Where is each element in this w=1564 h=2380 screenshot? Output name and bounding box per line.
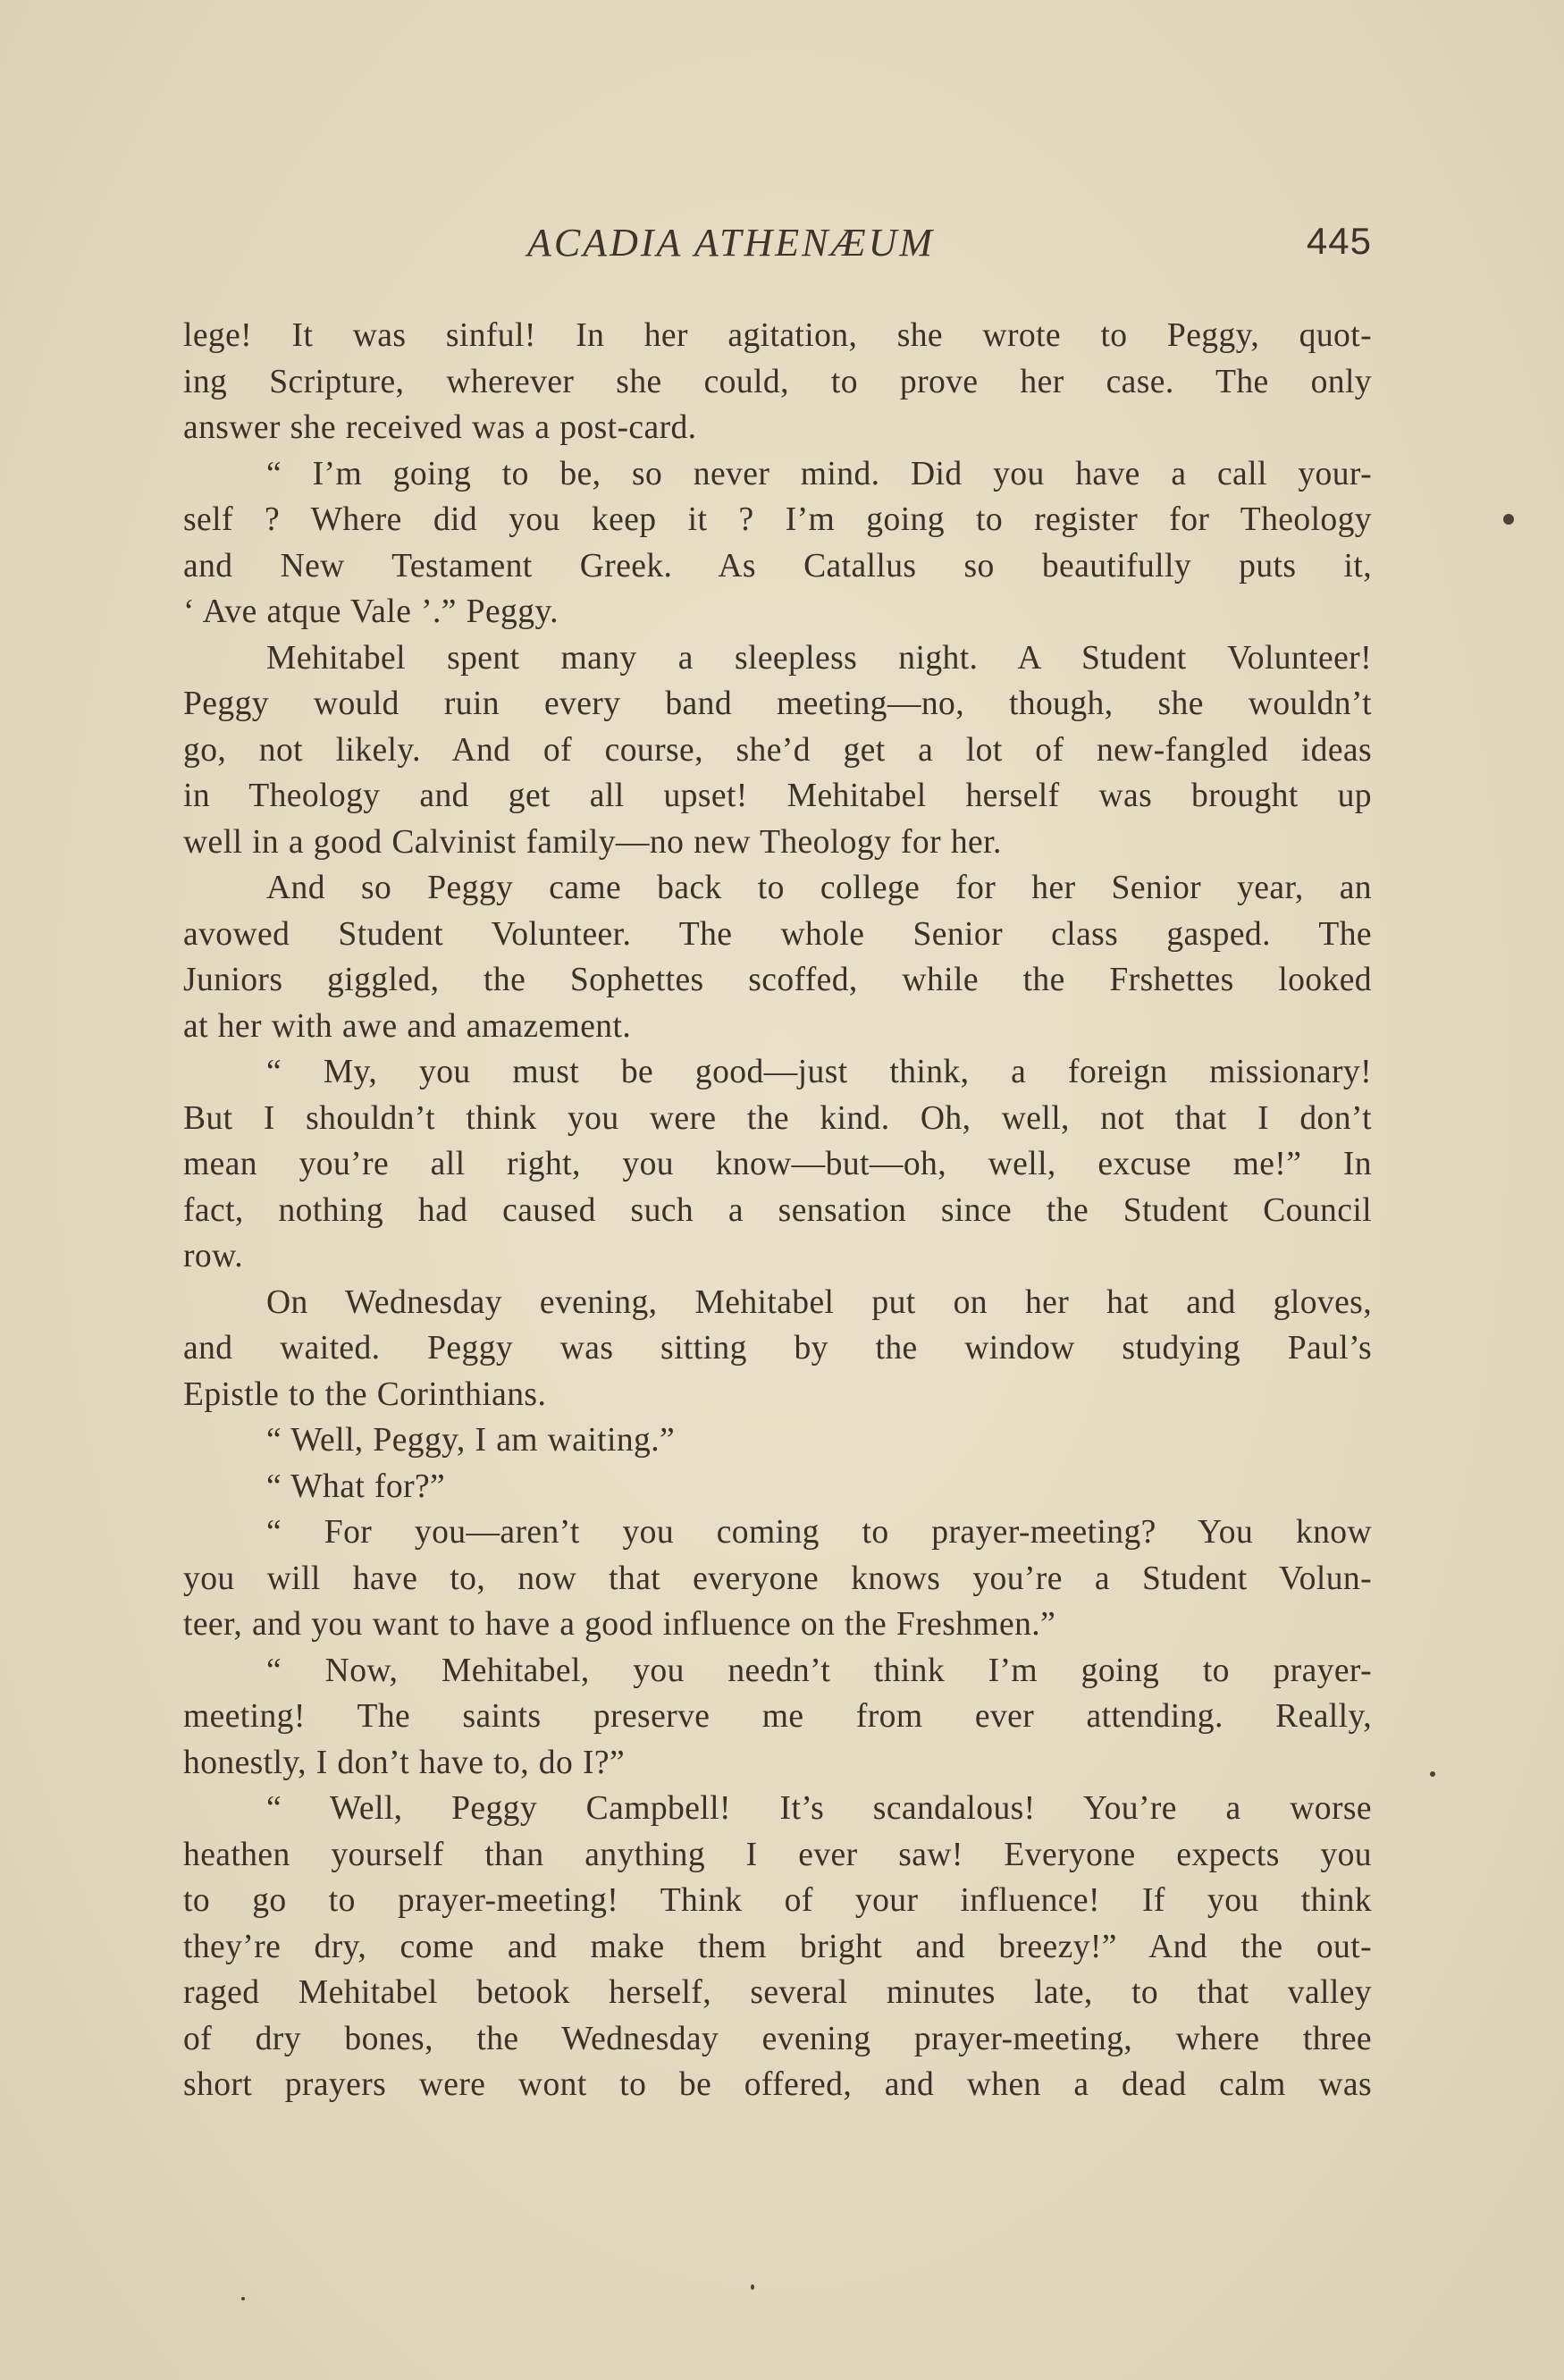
text-line: Peggy would ruin every band meeting—no, though, she wouldn’t bbox=[183, 685, 1372, 722]
text-line: mean you’re all right, you know—but—oh, well, excuse me!” In bbox=[183, 1146, 1372, 1182]
page-number: 445 bbox=[1306, 220, 1372, 262]
text-line: heathen yourself than anything I ever saw! Everyone expects you bbox=[183, 1836, 1372, 1873]
text-line: “ Now, Mehitabel, you needn’t think I’m going to prayer- bbox=[266, 1652, 1372, 1689]
ink-speck bbox=[1430, 1771, 1435, 1777]
text-line: But I shouldn’t think you were the kind. Oh, well, not that I don’t bbox=[183, 1099, 1372, 1137]
text-line: short prayers were wont to be offered, and when a dead calm was bbox=[183, 2066, 1372, 2103]
body-text bbox=[183, 313, 1372, 2108]
text-line: “ Well, Peggy Campbell! It’s scandalous! You’re a worse bbox=[266, 1790, 1372, 1827]
text-line: honestly, I don’t have to, do I?” bbox=[183, 1744, 626, 1781]
text-line: “ My, you must be good—just think, a foreign missionary! bbox=[266, 1054, 1372, 1090]
page-header bbox=[183, 220, 1372, 273]
text-line: teer, and you want to have a good influence on the Freshmen.” bbox=[183, 1606, 1056, 1643]
text-line: On Wednesday evening, Mehitabel put on her hat and gloves, bbox=[266, 1283, 1372, 1321]
text-line: And so Peggy came back to college for her Senior year, an bbox=[266, 870, 1372, 906]
text-line: well in a good Calvinist family—no new Theology for her. bbox=[183, 823, 1002, 861]
text-line: at her with awe and amazement. bbox=[183, 1007, 632, 1045]
text-line: “ What for?” bbox=[266, 1468, 446, 1505]
text-line: Epistle to the Corinthians. bbox=[183, 1375, 547, 1413]
text-line: lege! It was sinful! In her agitation, she wrote to Peggy, quot- bbox=[183, 317, 1372, 354]
text-line: row. bbox=[183, 1238, 243, 1274]
text-line: fact, nothing had caused such a sensation since the Student Council bbox=[183, 1191, 1372, 1229]
text-line: “ Well, Peggy, I am waiting.” bbox=[266, 1422, 676, 1459]
text-line: self ? Where did you keep it ? I’m going to register for Theology bbox=[183, 501, 1372, 538]
text-line: meeting! The saints preserve me from ever attending. Really, bbox=[183, 1698, 1372, 1735]
text-line: you will have to, now that everyone knows you’re a Student Volun- bbox=[183, 1560, 1372, 1597]
text-line: “ For you—aren’t you coming to prayer-meeting? You know bbox=[266, 1514, 1372, 1551]
text-line: ing Scripture, wherever she could, to prove her case. The only bbox=[183, 363, 1372, 400]
text-line: avowed Student Volunteer. The whole Senior class gasped. The bbox=[183, 915, 1372, 953]
ink-speck bbox=[751, 2284, 754, 2290]
ink-speck bbox=[1503, 514, 1514, 525]
text-line: and New Testament Greek. As Catallus so beautifully puts it, bbox=[183, 547, 1372, 584]
text-line: and waited. Peggy was sitting by the window studying Paul’s bbox=[183, 1330, 1372, 1367]
running-title: ACADIA ATHENÆUM bbox=[527, 221, 936, 265]
text-line: answer she received was a post-card. bbox=[183, 409, 697, 446]
text-line: raged Mehitabel betook herself, several minutes late, to that valley bbox=[183, 1974, 1372, 2011]
text-line: go, not likely. And of course, she’d get a lot of new-fangled ideas bbox=[183, 731, 1372, 769]
text-line: in Theology and get all upset! Mehitabel herself was brought up bbox=[183, 778, 1372, 814]
text-line: of dry bones, the Wednesday evening prayer-meeting, where three bbox=[183, 2020, 1372, 2057]
ink-speck bbox=[241, 2297, 245, 2300]
text-line: Juniors giggled, the Sophettes scoffed, while the Frshettes looked bbox=[183, 962, 1372, 998]
text-line: they’re dry, come and make them bright and breezy!” And the out- bbox=[183, 1928, 1372, 1965]
text-line: to go to prayer-meeting! Think of your influence! If you think bbox=[183, 1882, 1372, 1919]
text-line: ‘ Ave atque Vale ’.” Peggy. bbox=[183, 593, 559, 630]
text-line: Mehitabel spent many a sleepless night. A Student Volunteer! bbox=[266, 639, 1372, 677]
text-line: “ I’m going to be, so never mind. Did you have a call your- bbox=[266, 455, 1372, 492]
